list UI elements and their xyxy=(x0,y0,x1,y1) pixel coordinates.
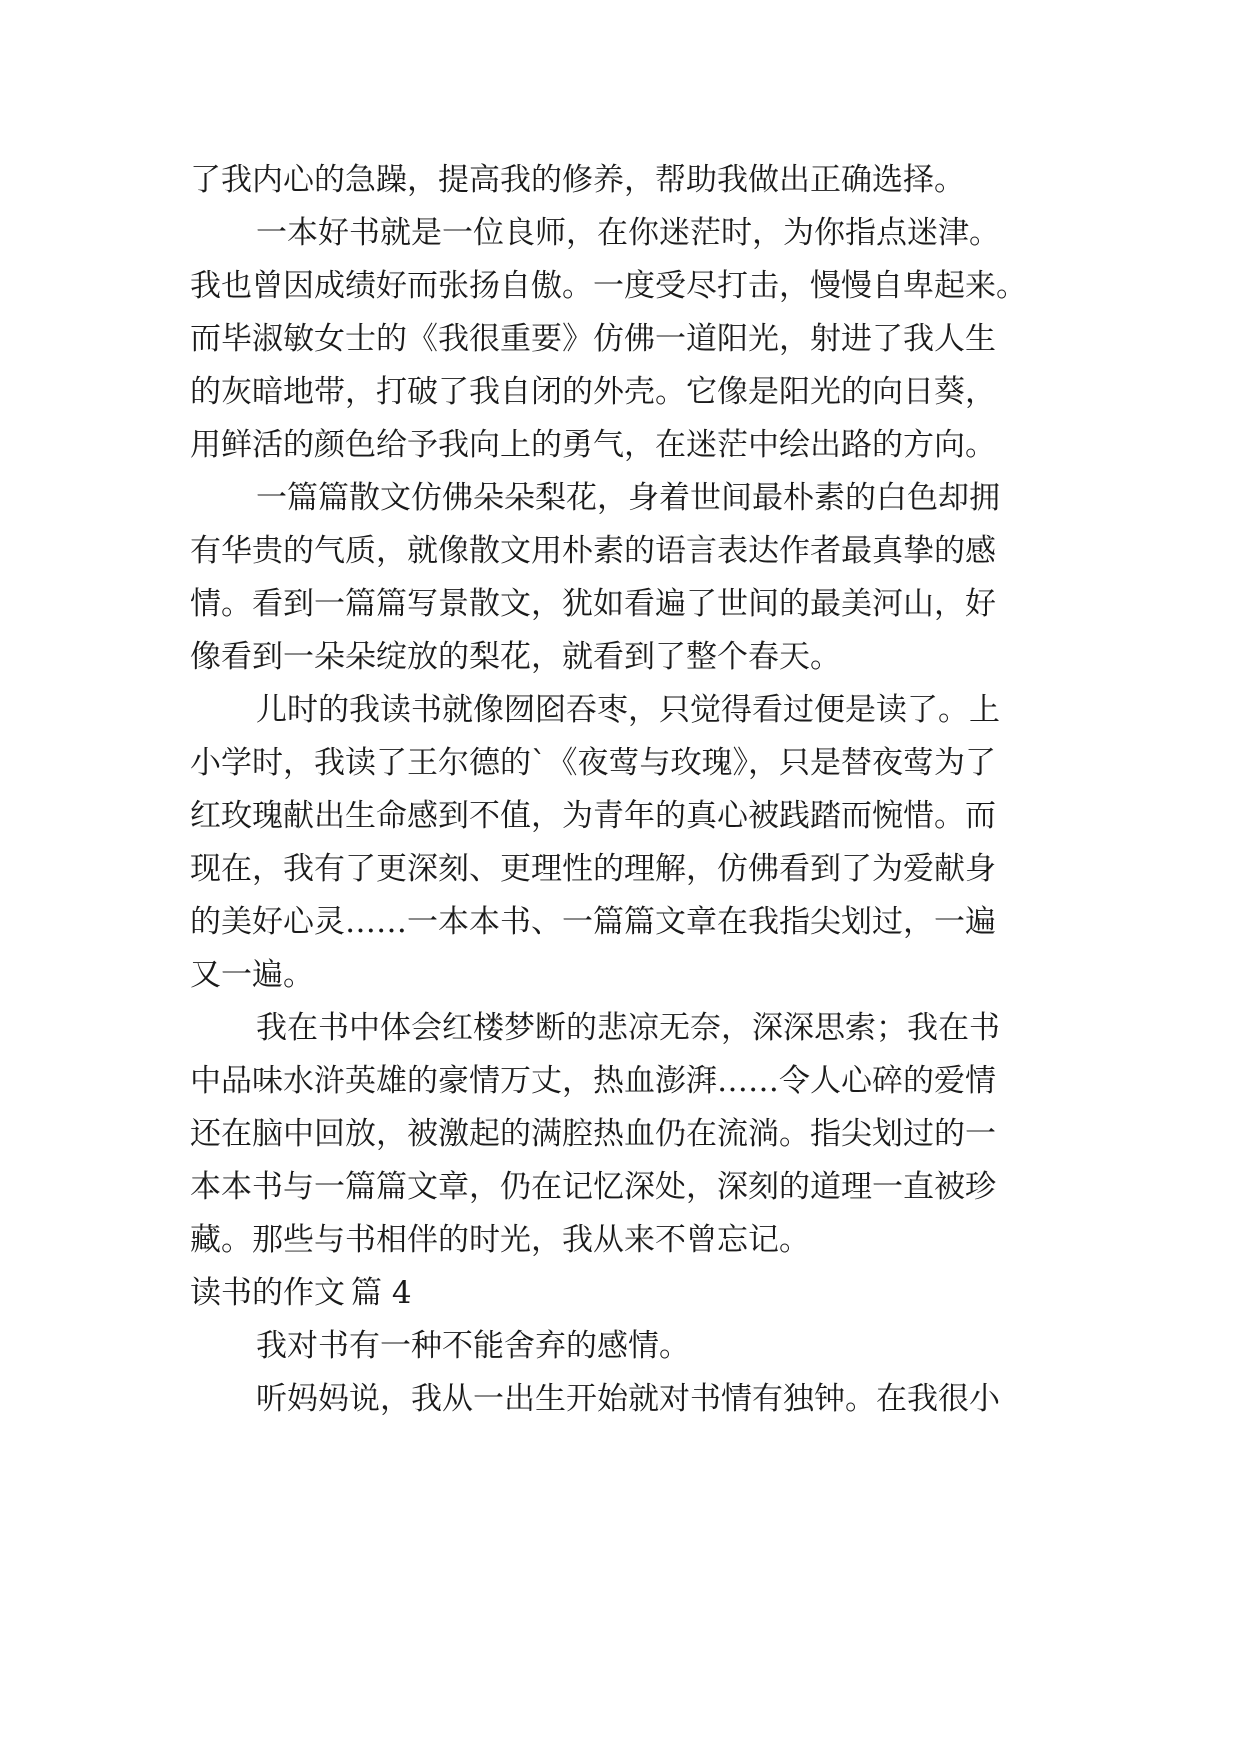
text-line: 还在脑中回放，被激起的满腔热血仍在流淌。指尖划过的一 xyxy=(190,1116,996,1152)
text-line: 一篇篇散文仿佛朵朵梨花，身着世间最朴素的白色却拥 xyxy=(256,480,1000,516)
text-line: 情。看到一篇篇写景散文，犹如看遍了世间的最美河山，好 xyxy=(190,586,996,622)
text-line: 的美好心灵……一本本书、一篇篇文章在我指尖划过，一遍 xyxy=(190,904,996,940)
text-line: 本本书与一篇篇文章，仍在记忆深处，深刻的道理一直被珍 xyxy=(190,1169,996,1205)
text-line: 我对书有一种不能舍弃的感情。 xyxy=(256,1328,690,1364)
section-heading xyxy=(190,1273,412,1313)
text-line: 用鲜活的颜色给予我向上的勇气，在迷茫中绘出路的方向。 xyxy=(190,427,996,463)
heading-title: 读书的作文 xyxy=(190,1275,345,1311)
heading-number: 篇 4 xyxy=(351,1275,412,1311)
text-line: 红玫瑰献出生命感到不值，为青年的真心被践踏而惋惜。而 xyxy=(190,798,996,834)
text-line: 而毕淑敏女士的《我很重要》仿佛一道阳光，射进了我人生 xyxy=(190,321,996,357)
text-line: 的灰暗地带，打破了我自闭的外壳。它像是阳光的向日葵， xyxy=(190,374,996,410)
text-line: 小学时，我读了王尔德的`《夜莺与玫瑰》，只是替夜莺为了 xyxy=(190,745,996,781)
text-line: 藏。那些与书相伴的时光，我从来不曾忘记。 xyxy=(190,1222,810,1258)
text-line: 又一遍。 xyxy=(190,957,314,993)
text-line: 现在，我有了更深刻、更理性的理解，仿佛看到了为爱献身 xyxy=(190,851,996,887)
text-line: 听妈妈说，我从一出生开始就对书情有独钟。在我很小 xyxy=(256,1381,1000,1417)
text-line: 中品味水浒英雄的豪情万丈，热血澎湃……令人心碎的爱情 xyxy=(190,1063,996,1099)
text-line: 像看到一朵朵绽放的梨花，就看到了整个春天。 xyxy=(190,639,841,675)
text-line: 我也曾因成绩好而张扬自傲。一度受尽打击，慢慢自卑起来。 xyxy=(190,268,1027,304)
text-line: 儿时的我读书就像囫囵吞枣，只觉得看过便是读了。上 xyxy=(256,692,1000,728)
text-line: 有华贵的气质，就像散文用朴素的语言表达作者最真挚的感 xyxy=(190,533,996,569)
text-line: 了我内心的急躁，提高我的修养，帮助我做出正确选择。 xyxy=(190,162,965,198)
text-line: 一本好书就是一位良师，在你迷茫时，为你指点迷津。 xyxy=(256,215,1000,251)
text-line: 我在书中体会红楼梦断的悲凉无奈，深深思索；我在书 xyxy=(256,1010,1000,1046)
